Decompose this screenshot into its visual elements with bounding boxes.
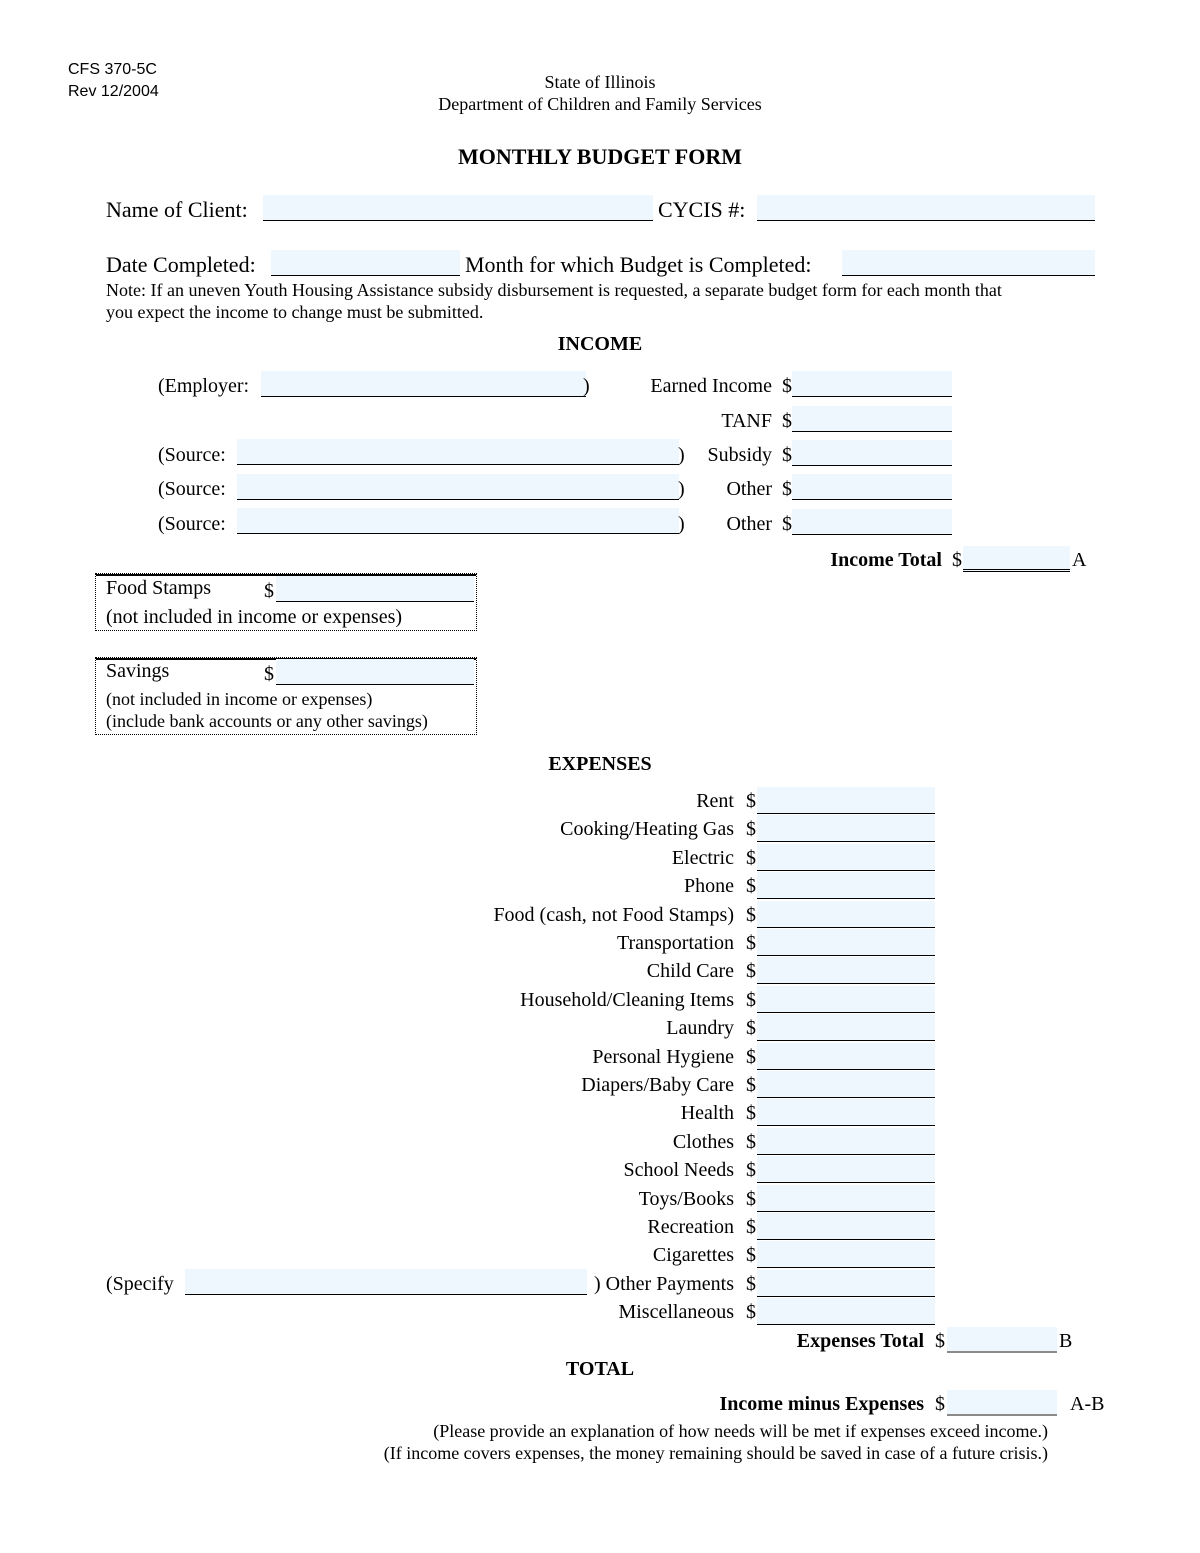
income-minus-expenses-input[interactable]: [947, 1390, 1057, 1416]
earned-income-input[interactable]: [792, 371, 952, 397]
expense-0-input[interactable]: [757, 787, 935, 814]
date-completed-input[interactable]: [271, 250, 460, 276]
earned-income-dollar: $: [782, 375, 792, 397]
cycis-input[interactable]: [757, 195, 1095, 221]
expense-15-input[interactable]: [757, 1213, 935, 1240]
expense-5-label: Transportation: [616, 932, 734, 954]
subsidy-input[interactable]: [792, 440, 952, 466]
expense-12-input[interactable]: [757, 1128, 935, 1155]
expense-16-input[interactable]: [757, 1241, 935, 1268]
expense-7-label: Household/Cleaning Items: [520, 988, 734, 1011]
expense-3-input[interactable]: [757, 872, 935, 899]
tanf-dollar: $: [782, 410, 792, 432]
subsidy-label: Subsidy: [707, 444, 772, 466]
expense-9-label: Personal Hygiene: [592, 1045, 734, 1068]
income-minus-expenses-dollar: $: [935, 1393, 945, 1415]
expense-3-dollar: $: [746, 875, 756, 898]
form-code: CFS 370-5C: [68, 61, 157, 78]
department-name: Department of Children and Family Services: [438, 94, 762, 114]
expense-7-dollar: $: [746, 988, 756, 1011]
expense-4-label: Food (cash, not Food Stamps): [493, 903, 734, 926]
employer-input[interactable]: [261, 371, 586, 397]
specify-label: (Specify: [106, 1273, 174, 1295]
employer-label: (Employer:: [158, 375, 250, 397]
other-income-dollar-2: $: [782, 513, 792, 535]
expense-14-label: Toys/Books: [638, 1187, 734, 1210]
expense-17-dollar: $: [746, 1272, 756, 1295]
expense-8-input[interactable]: [757, 1014, 935, 1041]
expense-13-dollar: $: [746, 1159, 756, 1182]
client-name-input[interactable]: [263, 195, 653, 221]
expenses-total-input[interactable]: [947, 1327, 1057, 1353]
expense-4-input[interactable]: [757, 901, 935, 928]
savings-dollar: $: [264, 663, 274, 685]
expense-12-dollar: $: [746, 1130, 756, 1153]
expense-18-label: Miscellaneous: [618, 1301, 734, 1324]
income-minus-expenses-label: Income minus Expenses: [719, 1393, 924, 1415]
expense-1-input[interactable]: [757, 815, 935, 842]
expense-10-input[interactable]: [757, 1071, 935, 1098]
other-income-label-1: Other: [726, 478, 772, 500]
tanf-input[interactable]: [792, 406, 952, 432]
expense-11-label: Health: [680, 1102, 734, 1125]
other-income-input-1[interactable]: [792, 474, 952, 500]
food-stamps-label: Food Stamps: [106, 577, 212, 599]
expense-0-dollar: $: [746, 790, 756, 812]
expense-11-dollar: $: [746, 1102, 756, 1125]
expense-1-dollar: $: [746, 818, 756, 841]
income-heading: INCOME: [557, 333, 643, 355]
source-label-2: (Source:: [158, 478, 226, 500]
expense-18-input[interactable]: [757, 1298, 935, 1325]
expense-8-label: Laundry: [666, 1017, 734, 1040]
note-line-2: you expect the income to change must be submitted.: [106, 302, 484, 322]
source-close-paren-2: ): [678, 478, 685, 500]
tanf-label: TANF: [721, 410, 772, 432]
expense-6-label: Child Care: [646, 960, 734, 983]
expense-2-label: Electric: [671, 846, 734, 869]
expense-14-input[interactable]: [757, 1185, 935, 1212]
source-label-1: (Source:: [158, 444, 226, 466]
savings-note-1: (not included in income or expenses): [106, 689, 373, 709]
savings-label: Savings: [106, 660, 170, 682]
expenses-total-label: Expenses Total: [796, 1330, 924, 1352]
date-completed-label: Date Completed:: [106, 252, 256, 277]
specify-input[interactable]: [185, 1269, 587, 1295]
expense-2-input[interactable]: [757, 844, 935, 871]
expense-2-dollar: $: [746, 846, 756, 869]
expense-10-label: Diapers/Baby Care: [581, 1074, 734, 1096]
expenses-total-suffix: B: [1059, 1330, 1073, 1352]
expense-17-label: ) Other Payments: [594, 1272, 734, 1295]
expense-12-label: Clothes: [672, 1130, 734, 1153]
expense-1-label: Cooking/Heating Gas: [560, 818, 734, 841]
cycis-label: CYCIS #:: [658, 197, 746, 222]
income-minus-expenses-suffix: A-B: [1070, 1393, 1105, 1415]
expense-13-input[interactable]: [757, 1156, 935, 1183]
source-label-3: (Source:: [158, 513, 226, 535]
total-note-2: (If income covers expenses, the money remaining should be saved in case of a future crisis.): [383, 1443, 1048, 1463]
page-title: MONTHLY BUDGET FORM: [458, 144, 742, 169]
state-name: State of Illinois: [544, 72, 656, 92]
expenses-total-dollar: $: [935, 1330, 945, 1352]
expense-6-input[interactable]: [757, 957, 935, 984]
client-name-label: Name of Client:: [106, 197, 248, 222]
other-income-input-2[interactable]: [792, 509, 952, 535]
expense-3-label: Phone: [684, 875, 734, 898]
other-income-dollar-1: $: [782, 478, 792, 500]
food-stamps-input[interactable]: [276, 576, 474, 602]
income-total-dollar: $: [952, 549, 962, 571]
expense-8-dollar: $: [746, 1017, 756, 1040]
expense-13-label: School Needs: [623, 1159, 734, 1182]
expense-18-dollar: $: [746, 1301, 756, 1324]
expense-7-input[interactable]: [757, 986, 935, 1013]
expense-9-input[interactable]: [757, 1043, 935, 1070]
income-total-suffix: A: [1072, 549, 1087, 571]
expense-5-input[interactable]: [757, 929, 935, 956]
earned-income-label: Earned Income: [650, 375, 772, 397]
expense-15-dollar: $: [746, 1216, 756, 1238]
source-close-paren-1: ): [678, 444, 685, 466]
expense-17-input[interactable]: [757, 1270, 935, 1297]
savings-input[interactable]: [276, 659, 474, 685]
income-total-label: Income Total: [830, 549, 942, 571]
expense-14-dollar: $: [746, 1187, 756, 1210]
budget-month-label: Month for which Budget is Completed:: [465, 252, 812, 277]
expense-15-label: Recreation: [647, 1216, 734, 1238]
expense-16-label: Cigarettes: [652, 1244, 734, 1267]
other-income-label-2: Other: [726, 513, 772, 535]
expense-0-label: Rent: [696, 790, 734, 812]
expense-4-dollar: $: [746, 903, 756, 926]
food-stamps-note: (not included in income or expenses): [106, 606, 403, 628]
expense-6-dollar: $: [746, 960, 756, 983]
expense-5-dollar: $: [746, 932, 756, 954]
total-note-1: (Please provide an explanation of how needs will be met if expenses exceed income.): [433, 1421, 1048, 1441]
expense-16-dollar: $: [746, 1244, 756, 1267]
form-revision: Rev 12/2004: [68, 83, 159, 100]
expense-9-dollar: $: [746, 1045, 756, 1068]
subsidy-dollar: $: [782, 444, 792, 466]
food-stamps-dollar: $: [264, 580, 274, 602]
source-close-paren-3: ): [678, 513, 685, 535]
income-total-input[interactable]: [963, 546, 1070, 572]
expenses-heading: EXPENSES: [548, 753, 652, 775]
savings-note-2: (include bank accounts or any other savings): [106, 711, 428, 731]
expense-10-dollar: $: [746, 1074, 756, 1096]
budget-month-input[interactable]: [842, 250, 1095, 276]
total-heading: TOTAL: [565, 1358, 635, 1380]
expense-11-input[interactable]: [757, 1099, 935, 1126]
employer-close-paren: ): [583, 375, 590, 397]
note-line-1: Note: If an uneven Youth Housing Assistance subsidy disbursement is requested, a separate budget form for each month that: [106, 280, 1002, 300]
